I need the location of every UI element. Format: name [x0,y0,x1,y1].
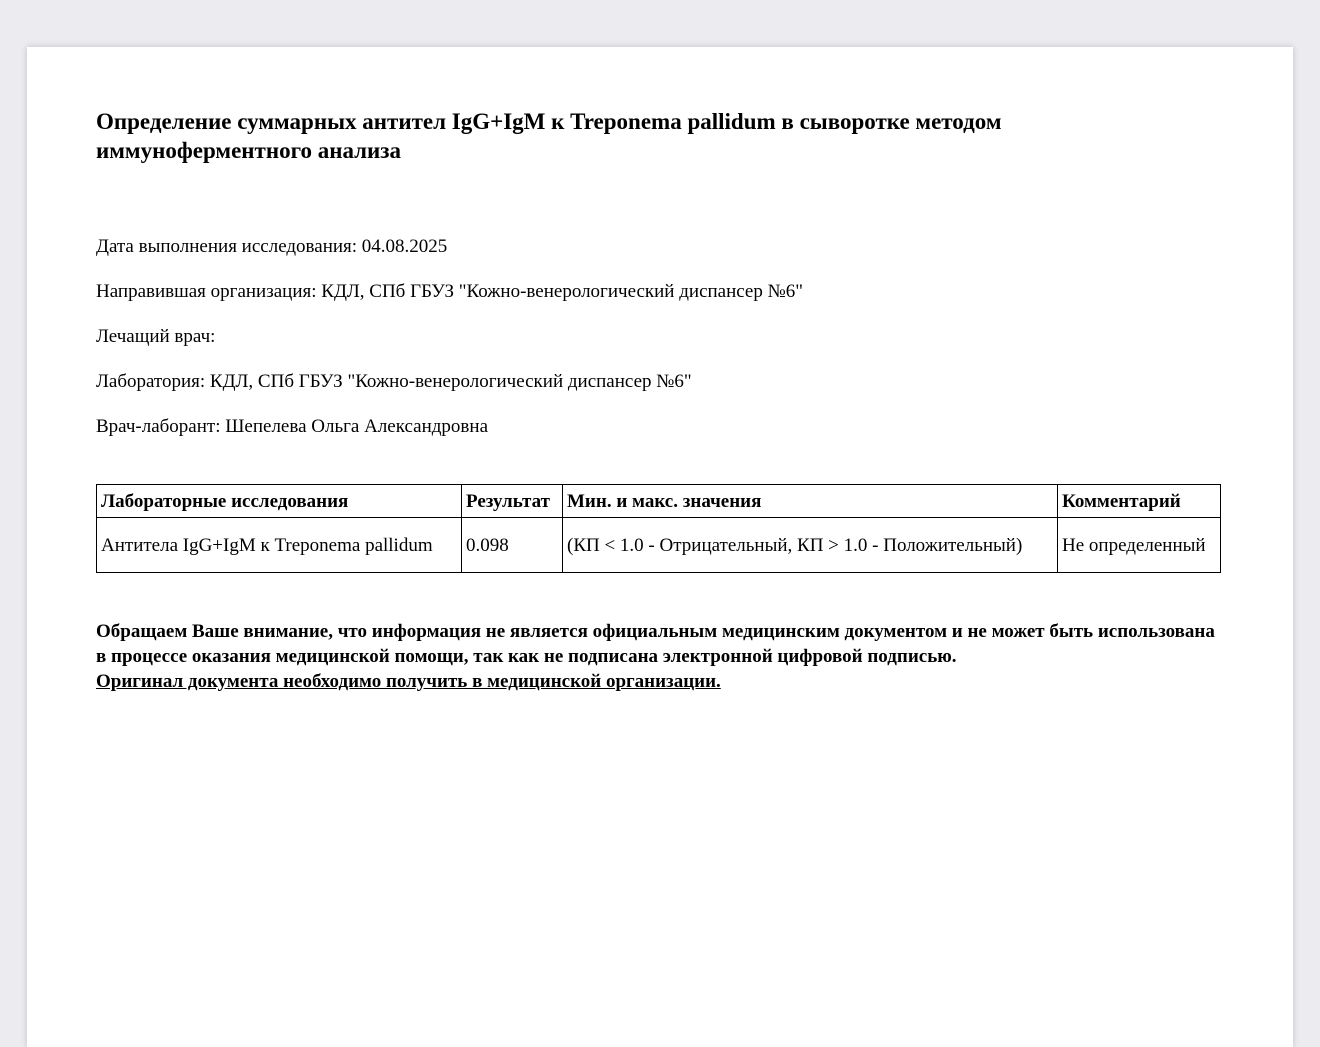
document-content [96,107,1226,694]
cell-range: (КП < 1.0 - Отрицательный, КП > 1.0 - Положительный) [563,518,1058,573]
document-title: Определение суммарных антител IgG+IgM к Treponema pallidum в сыворотке методом иммуноферментного анализа [96,109,1002,163]
results-table [96,484,1221,573]
cell-test: Антитела IgG+IgM к Treponema pallidum [97,518,462,573]
disclaimer-original-note: Оригинал документа необходимо получить в медицинской организации. [96,671,721,692]
header-result: Результат [462,485,563,518]
document-meta [96,234,1226,440]
table-row [97,518,1221,573]
attending-doctor: Лечащий врач: [96,326,216,347]
cell-result: 0.098 [462,518,563,573]
header-range: Мин. и макс. значения [563,485,1058,518]
disclaimer-text: Обращаем Ваше внимание, что информация не является официальным медицинским документом и не может быть использована в процессе оказания медицинской помощи, так как не подписана электронной цифровой подписью. [96,621,1215,667]
disclaimer-notice [96,619,1226,694]
document-page [27,47,1293,1047]
referring-organization: Направившая организация: КДЛ, СПб ГБУЗ "Кожно-венерологический диспансер №6" [96,281,803,302]
lab-doctor: Врач-лаборант: Шепелева Ольга Александровна [96,416,489,437]
cell-comment: Не определенный [1058,518,1221,573]
header-test: Лабораторные исследования [97,485,462,518]
header-comment: Комментарий [1058,485,1221,518]
study-date: Дата выполнения исследования: 04.08.2025 [96,236,448,257]
laboratory: Лаборатория: КДЛ, СПб ГБУЗ "Кожно-венерологический диспансер №6" [96,371,692,392]
results-table-header-row [97,485,1221,518]
